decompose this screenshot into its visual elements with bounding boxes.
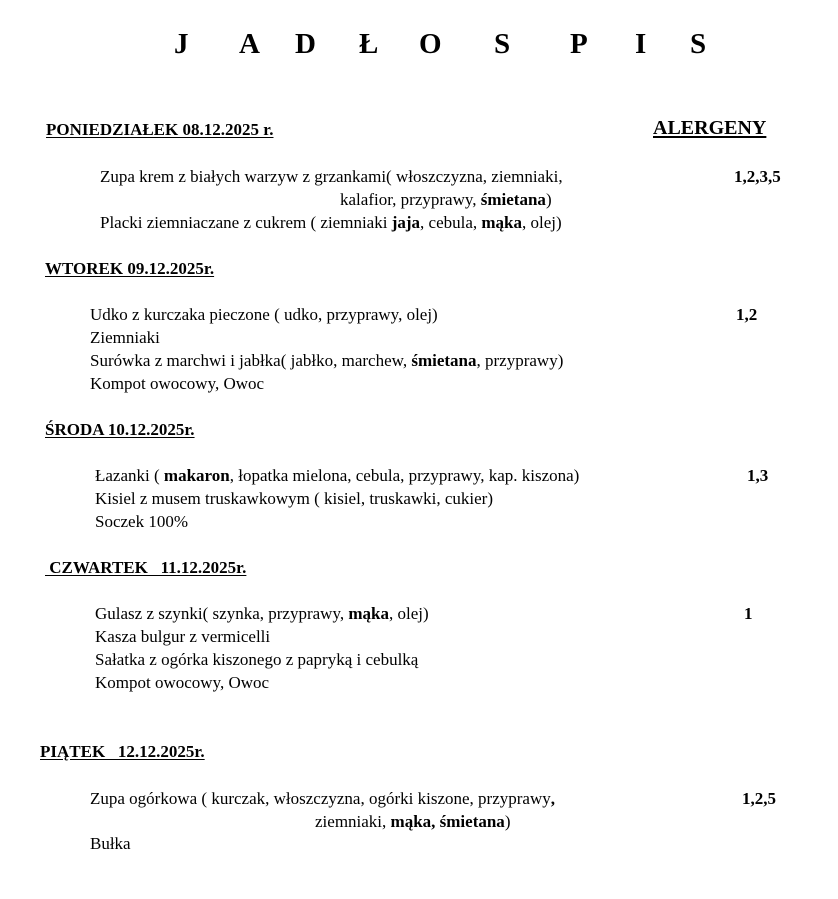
title-letter: O — [419, 28, 442, 60]
allergen-codes-friday: 1,2,5 — [742, 789, 776, 808]
menu-line: Zupa krem z białych warzyw z grzankami( włoszczyzna, ziemniaki, — [100, 167, 563, 186]
menu-line: Kisiel z musem truskawkowym ( kisiel, truskawki, cukier) — [95, 489, 494, 508]
allergen-highlight: mąka — [348, 604, 389, 623]
menu-line: Sałatka z ogórka kiszonego z papryką i cebulką — [95, 650, 419, 669]
menu-line: Udko z kurczaka pieczone ( udko, przyprawy, olej) — [90, 305, 438, 324]
allergen-highlight: makaron — [163, 466, 230, 485]
allergen-highlight: mąka, śmietana — [390, 812, 505, 831]
menu-line: Zupa ogórkowa ( kurczak, włoszczyzna, ogórki kiszone, przyprawy, — [90, 789, 555, 808]
menu-line: Łazanki ( makaron, łopatka mielona, cebula, przyprawy, kap. kiszona) — [95, 466, 580, 485]
day-header-monday: PONIEDZIAŁEK 08.12.2025 r. — [46, 120, 274, 139]
allergen-highlight: jaja — [391, 213, 421, 232]
title-letter: S — [690, 28, 707, 60]
allergen-codes-tuesday: 1,2 — [736, 305, 758, 324]
allergen-codes-wednesday: 1,3 — [747, 466, 769, 485]
day-header-tuesday: WTOREK 09.12.2025r. — [45, 259, 215, 278]
allergens-header: ALERGENY — [653, 117, 767, 139]
menu-line: Kompot owocowy, Owoc — [90, 374, 265, 393]
title-letter: Ł — [359, 28, 379, 60]
day-header-wednesday: ŚRODA 10.12.2025r. — [45, 420, 195, 439]
menu-line: Placki ziemniaczane z cukrem ( ziemniaki jaja, cebula, mąka, olej) — [100, 213, 562, 232]
title-letter: D — [295, 28, 316, 60]
menu-line: Soczek 100% — [95, 512, 189, 531]
allergen-codes-monday: 1,2,3,5 — [734, 167, 781, 186]
allergen-highlight: śmietana — [480, 190, 546, 209]
allergen-codes-thursday: 1 — [744, 604, 753, 623]
allergen-highlight: śmietana — [411, 351, 477, 370]
menu-line: Surówka z marchwi i jabłka( jabłko, marchew, śmietana, przyprawy) — [90, 351, 564, 370]
allergen-highlight: , — [550, 789, 555, 808]
menu-line: Bułka — [90, 834, 131, 853]
title-letter: A — [239, 28, 260, 60]
menu-line: Ziemniaki — [90, 328, 160, 347]
menu-line: Kompot owocowy, Owoc — [95, 673, 270, 692]
title-letter: S — [494, 28, 511, 60]
day-header-friday: PIĄTEK 12.12.2025r. — [40, 742, 205, 761]
title-letter: I — [635, 28, 647, 60]
menu-line: ziemniaki, mąka, śmietana) — [315, 812, 511, 831]
menu-line: kalafior, przyprawy, śmietana) — [340, 190, 552, 209]
menu-line: Gulasz z szynki( szynka, przyprawy, mąka, olej) — [95, 604, 429, 623]
title-letter: P — [570, 28, 588, 60]
allergen-highlight: mąka — [481, 213, 523, 232]
day-header-thursday: CZWARTEK 11.12.2025r. — [45, 558, 247, 577]
title-letter: J — [174, 28, 189, 60]
menu-line: Kasza bulgur z vermicelli — [95, 627, 271, 646]
